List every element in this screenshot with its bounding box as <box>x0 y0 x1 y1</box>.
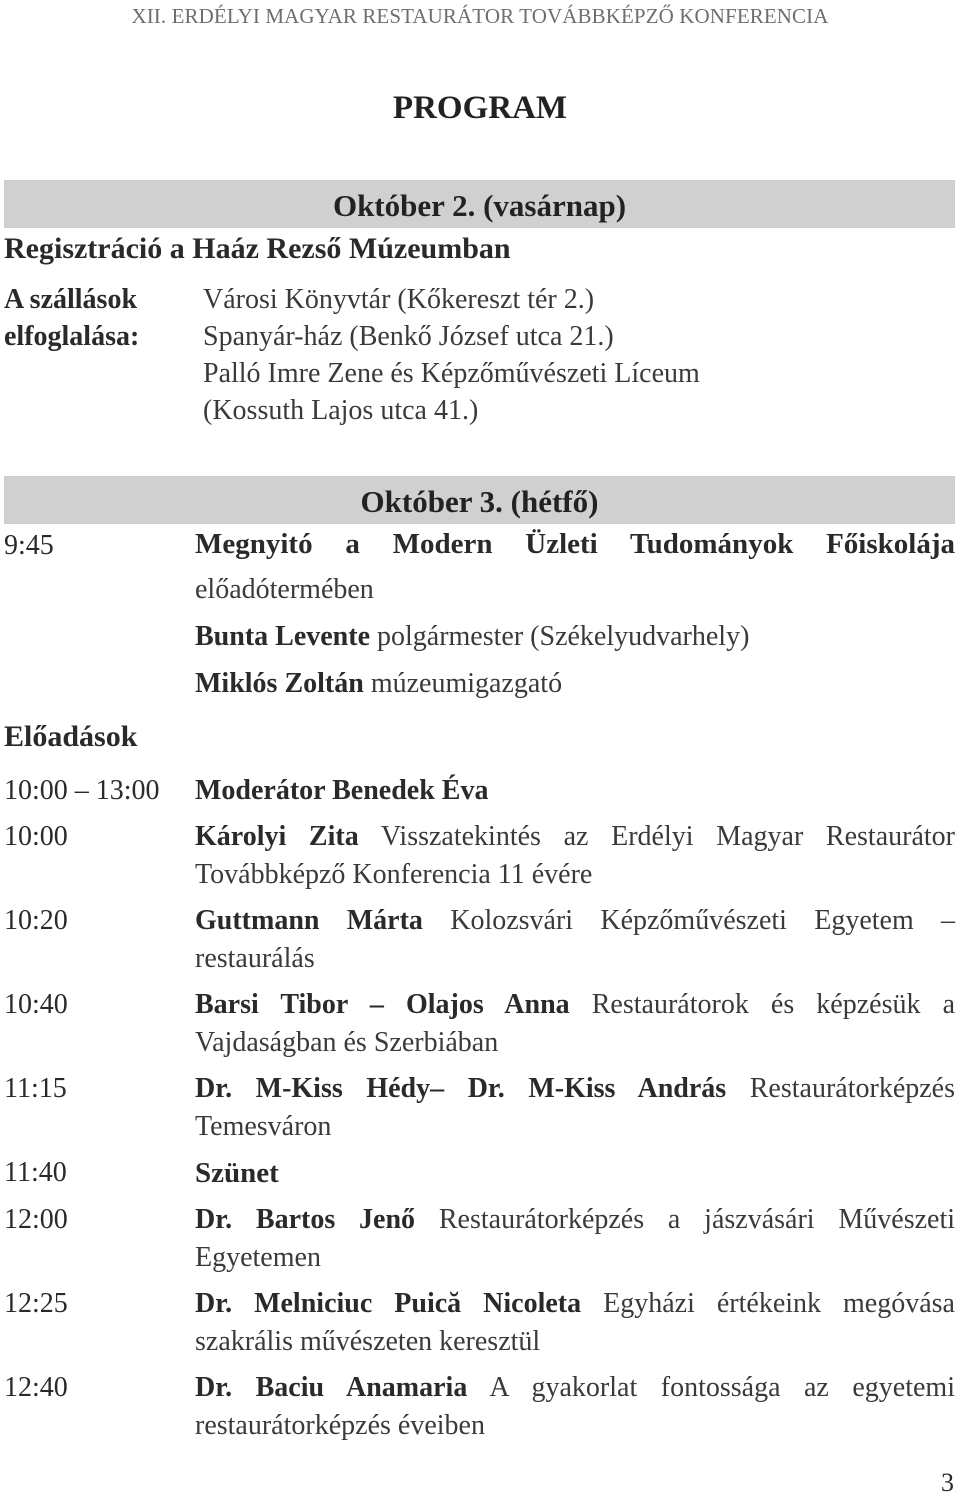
section-title-lectures: Előadások <box>4 720 138 753</box>
talk-time: 10:40 <box>4 989 68 1020</box>
talk-time: 12:40 <box>4 1372 68 1403</box>
talk-title: Restaurátorképzés Temesváron <box>195 1073 955 1142</box>
talk-body <box>195 1154 955 1193</box>
lodging-label <box>4 281 139 355</box>
talk-speaker: Károlyi Zita <box>195 821 359 852</box>
talk-body <box>195 1369 955 1445</box>
talk-body <box>195 902 955 978</box>
registration-line: Regisztráció a Haáz Rezső Múzeumban <box>4 232 511 265</box>
talk-item <box>0 1369 960 1445</box>
talk-speaker: Dr. Bartos Jenő <box>195 1204 416 1235</box>
talk-speaker: Barsi Tibor – Olajos Anna <box>195 989 570 1020</box>
day-heading-october-2: Október 2. (vasárnap) <box>4 180 955 228</box>
talk-title: Visszatekintés az Erdélyi Magyar Restaurátor Továbbképző Konferencia 11 évére <box>195 821 955 890</box>
talk-time: 12:25 <box>4 1288 68 1319</box>
opening-venue: előadótermében <box>195 574 374 605</box>
talk-time: 12:00 <box>4 1204 68 1235</box>
talk-item <box>0 1070 960 1146</box>
talk-title: Kolozsvári Képzőművészeti Egyetem – restaurálás <box>195 905 956 974</box>
talk-item <box>0 1285 960 1361</box>
lodging-place: Palló Imre Zene és Képzőművészeti Líceum <box>203 358 700 389</box>
talk-time: 11:15 <box>4 1073 67 1104</box>
speaker-role: múzeumigazgató <box>370 668 563 699</box>
lodging-place: (Kossuth Lajos utca 41.) <box>203 395 479 426</box>
talk-speaker: Dr. Baciu Anamaria <box>195 1372 468 1403</box>
talk-time: 10:00 <box>4 821 68 852</box>
talk-speaker: Dr. Melniciuc Puică Nicoleta <box>195 1288 582 1319</box>
talk-body <box>195 1201 955 1277</box>
talk-item <box>0 902 960 978</box>
talk-title: Restaurátorok és képzésük a Vajdaságban és Szerbiában <box>195 989 955 1058</box>
talk-title: Restaurátorképzés a jászvásári Művészeti Egyetemen <box>195 1204 956 1273</box>
page-number: 3 <box>941 1468 954 1497</box>
opening-title: Megnyitó a Modern Üzleti Tudományok Főiskolája <box>195 528 955 560</box>
talk-body <box>195 986 955 1062</box>
opening-time: 9:45 <box>4 530 54 561</box>
lodging-label-line-1: A szállások <box>4 284 138 315</box>
speaker-name: Miklós Zoltán <box>195 668 364 699</box>
talk-speaker: Guttmann Márta <box>195 905 423 936</box>
talk-list <box>0 818 960 1453</box>
running-head: XII. ERDÉLYI MAGYAR RESTAURÁTOR TOVÁBBKÉPZŐ KONFERENCIA <box>131 4 829 28</box>
talk-speaker: Dr. M-Kiss Hédy– Dr. M-Kiss András <box>195 1073 727 1104</box>
lodging-place: Spanyár-ház (Benkő József utca 21.) <box>203 321 614 352</box>
speaker-role: polgármester (Székelyudvarhely) <box>377 621 750 652</box>
talk-title: A gyakorlat fontossága az egyetemi restaurátorképzés éveiben <box>195 1372 955 1441</box>
speaker-name: Bunta Levente <box>195 621 370 652</box>
lodging-place: Városi Könyvtár (Kőkereszt tér 2.) <box>203 284 595 315</box>
talk-item-break <box>0 1154 960 1193</box>
opening-speaker <box>195 668 562 700</box>
opening-speaker <box>195 621 749 653</box>
talk-time: 11:40 <box>4 1157 67 1188</box>
talk-item <box>0 1201 960 1277</box>
lodging-label-line-2: elfoglalása: <box>4 321 140 352</box>
lodging-list <box>203 281 700 429</box>
talk-item <box>0 818 960 894</box>
talk-title: Egyházi értékeink megóvása szakrális művészeten keresztül <box>195 1288 955 1357</box>
talk-time: 10:20 <box>4 905 68 936</box>
day-heading-october-3: Október 3. (hétfő) <box>4 476 955 524</box>
page-title: PROGRAM <box>392 90 568 126</box>
talk-body <box>195 818 955 894</box>
moderation-time: 10:00 – 13:00 <box>4 775 160 806</box>
talk-item <box>0 986 960 1062</box>
talk-body <box>195 1070 955 1146</box>
talk-speaker: Szünet <box>195 1157 279 1189</box>
moderation-text: Moderátor Benedek Éva <box>195 775 489 806</box>
talk-body <box>195 1285 955 1361</box>
